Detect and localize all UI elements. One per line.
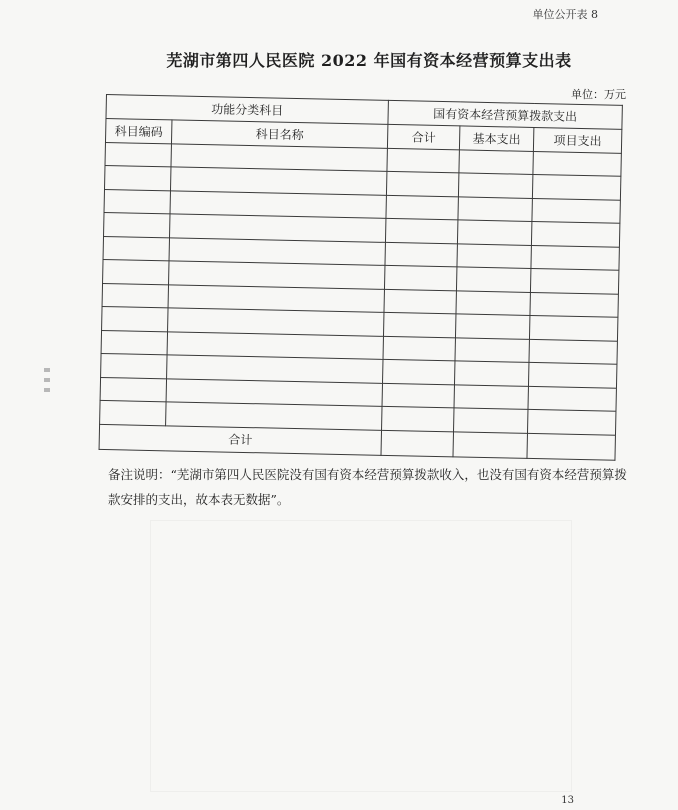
basic-cell — [455, 361, 529, 386]
basic-cell — [459, 149, 533, 174]
code-cell — [105, 165, 171, 190]
basic-cell — [455, 337, 529, 362]
code-cell — [103, 236, 169, 261]
sum-cell — [384, 289, 456, 314]
code-cell — [104, 212, 170, 237]
group-header-state-capital: 国有资本经营预算拨款支出 — [388, 100, 622, 128]
project-cell — [528, 362, 617, 387]
unit-label: 单位：万元 — [571, 88, 626, 101]
basic-cell — [457, 243, 531, 268]
basic-cell — [454, 408, 528, 433]
sum-cell — [384, 265, 456, 290]
sum-cell — [387, 148, 459, 173]
project-cell — [530, 292, 619, 317]
form-number: 单位公开表 8 — [532, 8, 598, 21]
project-cell — [531, 221, 620, 246]
basic-cell — [458, 173, 532, 198]
code-cell — [100, 400, 166, 425]
code-cell — [105, 142, 171, 167]
column-header-sum: 合计 — [387, 124, 459, 150]
code-cell — [101, 353, 167, 378]
code-cell — [100, 377, 166, 402]
code-cell — [101, 330, 167, 355]
total-label: 合计 — [99, 424, 381, 455]
sum-cell — [384, 312, 456, 337]
code-cell — [103, 259, 169, 284]
basic-cell — [458, 196, 532, 221]
sum-cell — [386, 171, 458, 196]
project-cell — [528, 386, 617, 411]
sum-cell — [382, 383, 454, 408]
sum-cell — [383, 336, 455, 361]
column-header-code: 科目编码 — [105, 118, 171, 143]
show-through-bleed — [150, 520, 572, 792]
project-cell — [529, 315, 618, 340]
project-cell — [530, 268, 619, 293]
table-body — [100, 142, 622, 435]
column-header-basic: 基本支出 — [459, 125, 533, 151]
budget-table — [99, 94, 623, 460]
total-basic-cell — [453, 431, 528, 458]
remark-note: 备注说明：“芜湖市第四人民医院没有国有资本经营预算拨款收入，也没有国有资本经营预算拨款安排的支出，故本表无数据”。 — [108, 467, 627, 507]
sum-cell — [386, 195, 458, 220]
sum-cell — [382, 406, 454, 431]
project-cell — [528, 409, 617, 434]
total-sum-cell — [381, 430, 454, 457]
code-cell — [102, 283, 168, 308]
project-cell — [531, 245, 620, 270]
group-header-functional: 功能分类科目 — [106, 95, 388, 124]
sum-cell — [385, 242, 457, 267]
sum-cell — [385, 218, 457, 243]
column-header-project: 项目支出 — [533, 127, 622, 153]
project-cell — [532, 174, 621, 199]
sum-cell — [383, 359, 455, 384]
column-header-name: 科目名称 — [171, 119, 387, 148]
basic-cell — [456, 290, 530, 315]
basic-cell — [456, 267, 530, 292]
basic-cell — [455, 314, 529, 339]
total-project-cell — [527, 433, 616, 460]
code-cell — [102, 306, 168, 331]
project-cell — [529, 339, 618, 364]
basic-cell — [454, 384, 528, 409]
code-cell — [104, 189, 170, 214]
page-title: 芜湖市第四人民医院 2022 年国有资本经营预算支出表 — [166, 51, 572, 70]
budget-table-container — [99, 94, 622, 460]
binding-hole-marks — [44, 368, 52, 402]
basic-cell — [457, 220, 531, 245]
project-cell — [533, 151, 622, 176]
project-cell — [532, 198, 621, 223]
page-number: 13 — [561, 795, 574, 806]
